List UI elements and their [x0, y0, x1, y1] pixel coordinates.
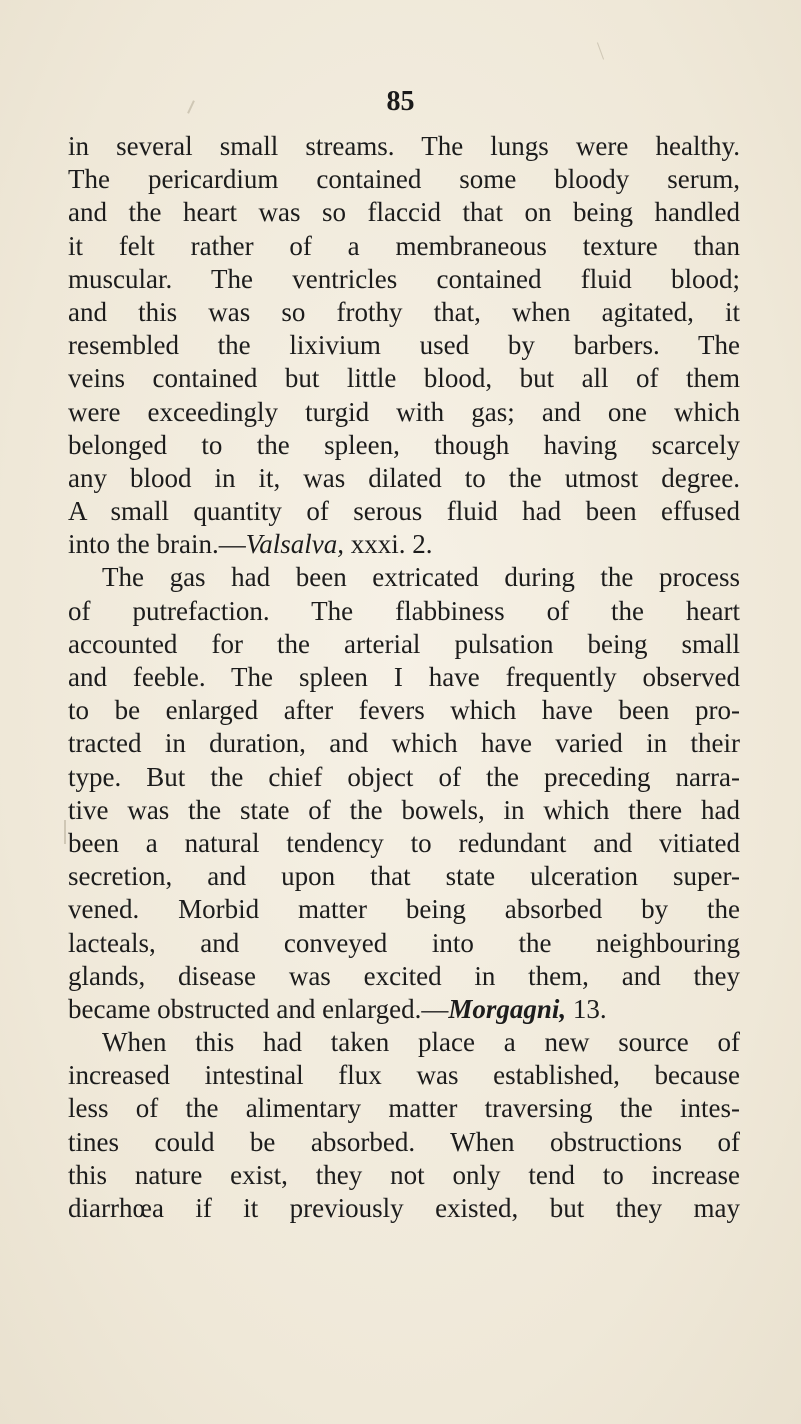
line-text: diarrhœa if it previously existed, but they may: [68, 1193, 740, 1223]
text-line: [68, 396, 740, 429]
line-text: increased intestinal flux was established, because: [68, 1060, 740, 1091]
text-line: [68, 1192, 740, 1225]
citation-reference: xxxi. 2.: [343, 529, 433, 560]
text-line: [68, 1159, 740, 1192]
line-text: and the heart was so flaccid that on being handled: [68, 197, 740, 228]
text-line: [68, 196, 740, 229]
line-text: less of the alimentary matter traversing the intes-: [68, 1093, 740, 1124]
line-text: into the brain.—: [68, 529, 246, 560]
text-line: [68, 827, 740, 860]
line-text: and feeble. The spleen I have frequently observed: [68, 662, 740, 692]
text-line: [68, 362, 740, 395]
line-text: tracted in duration, and which have varied in their: [68, 728, 740, 759]
text-line: [68, 628, 740, 661]
line-text: were exceedingly turgid with gas; and one which: [68, 396, 740, 427]
text-line: [68, 661, 740, 694]
text-line: [68, 1092, 740, 1125]
page-number: 85: [386, 86, 415, 117]
line-text: tines could be absorbed. When obstructions of: [68, 1126, 740, 1157]
text-line: [68, 860, 740, 893]
line-text: tive was the state of the bowels, in which there had: [68, 794, 740, 825]
line-text: veins contained but little blood, but all of them: [68, 363, 740, 394]
text-line: [68, 296, 740, 329]
line-text: secretion, and upon that state ulceration super-: [68, 861, 740, 892]
line-text: of putrefaction. The flabbiness of the heart: [68, 595, 740, 626]
line-text: belonged to the spleen, though having scarcely: [68, 429, 740, 460]
line-text: A small quantity of serous fluid had been effused: [68, 496, 740, 527]
text-line: [68, 694, 740, 727]
line-text: in several small streams. The lungs were healthy.: [68, 131, 740, 161]
line-text: The pericardium contained some bloody serum,: [68, 164, 740, 195]
paper-speck: [597, 42, 604, 59]
line-text: type. But the chief object of the preceding narra-: [68, 761, 740, 792]
text-line: [68, 595, 740, 628]
body-text: [68, 130, 740, 1225]
line-text: resembled the lixivium used by barbers. The: [68, 330, 740, 361]
line-text: lacteals, and conveyed into the neighbouring: [68, 927, 740, 958]
text-line: [68, 1059, 740, 1092]
line-text: glands, disease was excited in them, and they: [68, 960, 740, 991]
citation-author: Valsalva,: [245, 529, 344, 560]
text-line: [68, 561, 740, 594]
text-line: [68, 528, 740, 561]
text-line: [68, 927, 740, 960]
text-line: [68, 429, 740, 462]
text-line: [68, 960, 740, 993]
line-text: accounted for the arterial pulsation being small: [68, 628, 740, 659]
text-line: [68, 993, 740, 1026]
text-line: [68, 495, 740, 528]
line-text: it felt rather of a membraneous texture than: [68, 230, 740, 261]
text-line: [68, 761, 740, 794]
text-line: [68, 727, 740, 760]
text-line: [68, 163, 740, 196]
paper-speck: [64, 820, 66, 844]
text-line: [68, 794, 740, 827]
line-text: The gas had been extricated during the process: [102, 562, 740, 593]
text-line: [68, 130, 740, 163]
line-text: and this was so frothy that, when agitated, it: [68, 296, 740, 327]
text-line: [68, 462, 740, 495]
citation-reference: 13.: [566, 993, 607, 1024]
text-line: [68, 893, 740, 926]
line-text: any blood in it, was dilated to the utmost degree.: [68, 462, 740, 493]
text-line: [68, 230, 740, 263]
text-line: [68, 329, 740, 362]
line-text: vened. Morbid matter being absorbed by the: [68, 894, 740, 925]
line-text: muscular. The ventricles contained fluid blood;: [68, 263, 740, 294]
line-text: to be enlarged after fevers which have been pro-: [68, 695, 740, 726]
text-line: [68, 1126, 740, 1159]
citation-author: Morgagni,: [448, 993, 567, 1024]
line-text: been a natural tendency to redundant and vitiated: [68, 827, 740, 858]
text-line: [68, 263, 740, 296]
text-line: [68, 1026, 740, 1059]
line-text: this nature exist, they not only tend to increase: [68, 1159, 740, 1190]
line-text: became obstructed and enlarged.—: [68, 993, 449, 1024]
line-text: When this had taken place a new source of: [102, 1027, 740, 1058]
